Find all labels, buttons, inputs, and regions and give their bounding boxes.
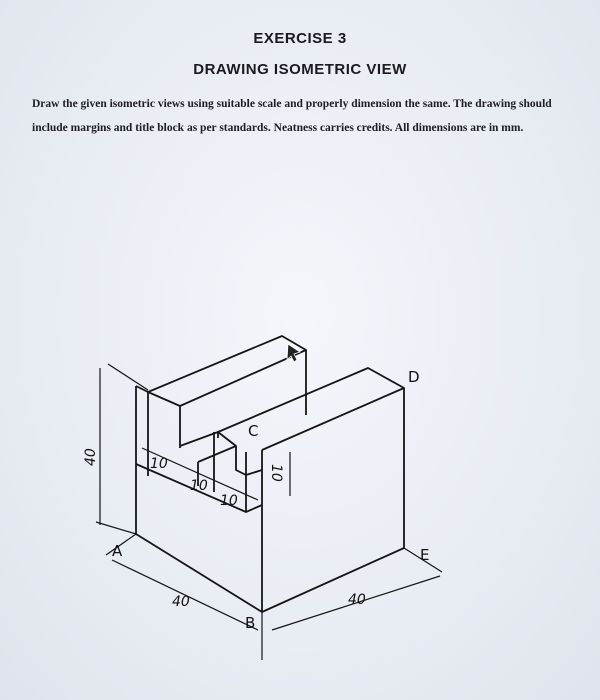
dim-height-ext-top [108,364,148,390]
base-left-edge [136,534,262,612]
label-d: D [408,368,420,386]
exercise-heading: EXERCISE 3 [253,30,347,47]
mouse-cursor-icon [287,344,300,362]
left-block-top-face [148,336,306,406]
label-b: B [245,614,256,632]
right-block-right-face [262,388,404,612]
dim-step3-text: 10 [220,493,238,509]
dim-left-width-text: 40 [172,594,190,610]
step-face-3 [236,446,262,475]
label-e: E [420,546,430,564]
dim-step1-text: 10 [150,456,168,472]
label-c: C [248,422,259,440]
dim-height-text: 40 [83,448,99,466]
instructions-text: Draw the given isometric views using suitable scale and properly dimension the same. The drawing should include margins and title block as per standards. Neatness carries credits. All dimensions are in mm. [32,98,552,134]
right-block-top-face [218,368,404,450]
step-face-1 [180,432,236,462]
exercise-subheading: DRAWING ISOMETRIC VIEW [193,61,407,78]
label-a: A [112,542,123,560]
dim-right-width-text: 40 [348,592,366,608]
dim-step2-text: 10 [190,478,208,494]
dim-vertical-step-text: 10 [268,464,284,482]
dim-height-ext-bottom [96,522,136,534]
